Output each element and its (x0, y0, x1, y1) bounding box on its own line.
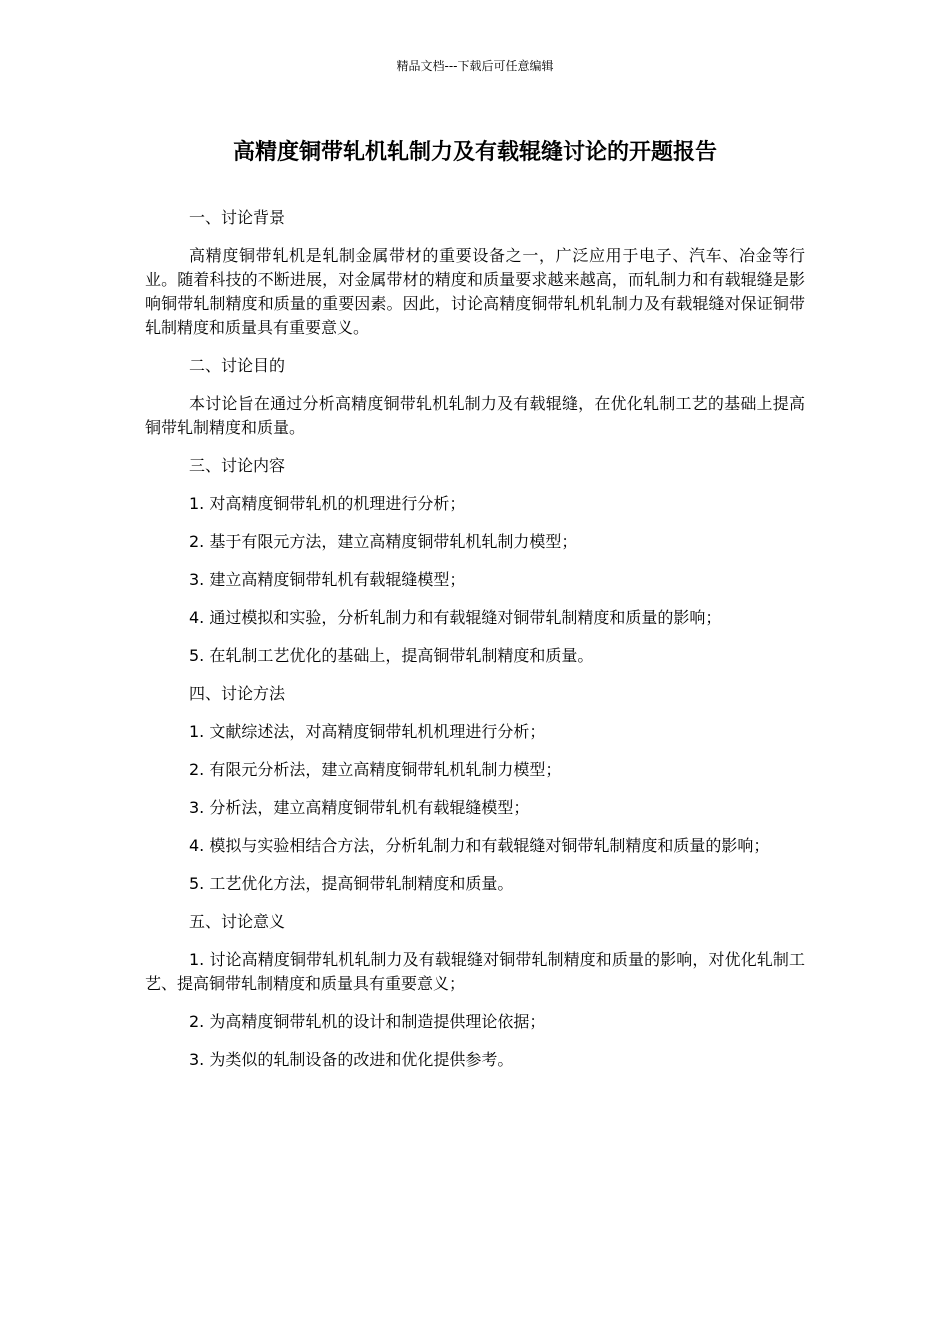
list-item: 3. 为类似的轧制设备的改进和优化提供参考。 (189, 1050, 514, 1069)
list-item: 5. 在轧制工艺优化的基础上，提高铜带轧制精度和质量。 (189, 646, 594, 665)
list-item: 4. 通过模拟和实验，分析轧制力和有载辊缝对铜带轧制精度和质量的影响； (189, 608, 722, 627)
section-heading: 二、讨论目的 (189, 356, 286, 375)
page-header: 精品文档---下载后可任意编辑 (396, 59, 554, 73)
list-item: 2. 为高精度铜带轧机的设计和制造提供理论依据； (189, 1012, 546, 1031)
list-item: 5. 工艺优化方法，提高铜带轧制精度和质量。 (189, 874, 514, 893)
document-body (145, 206, 805, 1086)
list-item: 3. 分析法，建立高精度铜带轧机有载辊缝模型； (189, 798, 530, 817)
section-methods (145, 682, 805, 896)
document-title: 高精度铜带轧机轧制力及有载辊缝讨论的开题报告 (232, 140, 717, 165)
section-background (145, 206, 805, 340)
section-content (145, 454, 805, 668)
list-item: 1. 讨论高精度铜带轧机轧制力及有载辊缝对铜带轧制精度和质量的影响，对优化轧制工艺、提高铜带轧制精度和质量具有重要意义； (145, 950, 805, 993)
paragraph: 高精度铜带轧机是轧制金属带材的重要设备之一，广泛应用于电子、汽车、冶金等行业。随着科技的不断进展，对金属带材的精度和质量要求越来越高，而轧制力和有载辊缝是影响铜带轧制精度和质量的重要因素。因此，讨论高精度铜带轧机轧制力及有载辊缝对保证铜带轧制精度和质量具有重要意义。 (145, 246, 805, 337)
list-item: 4. 模拟与实验相结合方法，分析轧制力和有载辊缝对铜带轧制精度和质量的影响； (189, 836, 770, 855)
list-item: 2. 有限元分析法，建立高精度铜带轧机轧制力模型； (189, 760, 562, 779)
section-heading: 三、讨论内容 (189, 456, 286, 475)
section-significance (145, 910, 805, 1072)
list-item: 1. 文献综述法，对高精度铜带轧机机理进行分析； (189, 722, 546, 741)
list-item: 2. 基于有限元方法，建立高精度铜带轧机轧制力模型； (189, 532, 578, 551)
paragraph: 本讨论旨在通过分析高精度铜带轧机轧制力及有载辊缝，在优化轧制工艺的基础上提高铜带轧制精度和质量。 (145, 394, 805, 437)
section-heading: 四、讨论方法 (189, 684, 286, 703)
section-heading: 五、讨论意义 (189, 912, 286, 931)
section-purpose (145, 354, 805, 440)
list-item: 3. 建立高精度铜带轧机有载辊缝模型； (189, 570, 466, 589)
section-heading: 一、讨论背景 (189, 208, 286, 227)
list-item: 1. 对高精度铜带轧机的机理进行分析； (189, 494, 466, 513)
